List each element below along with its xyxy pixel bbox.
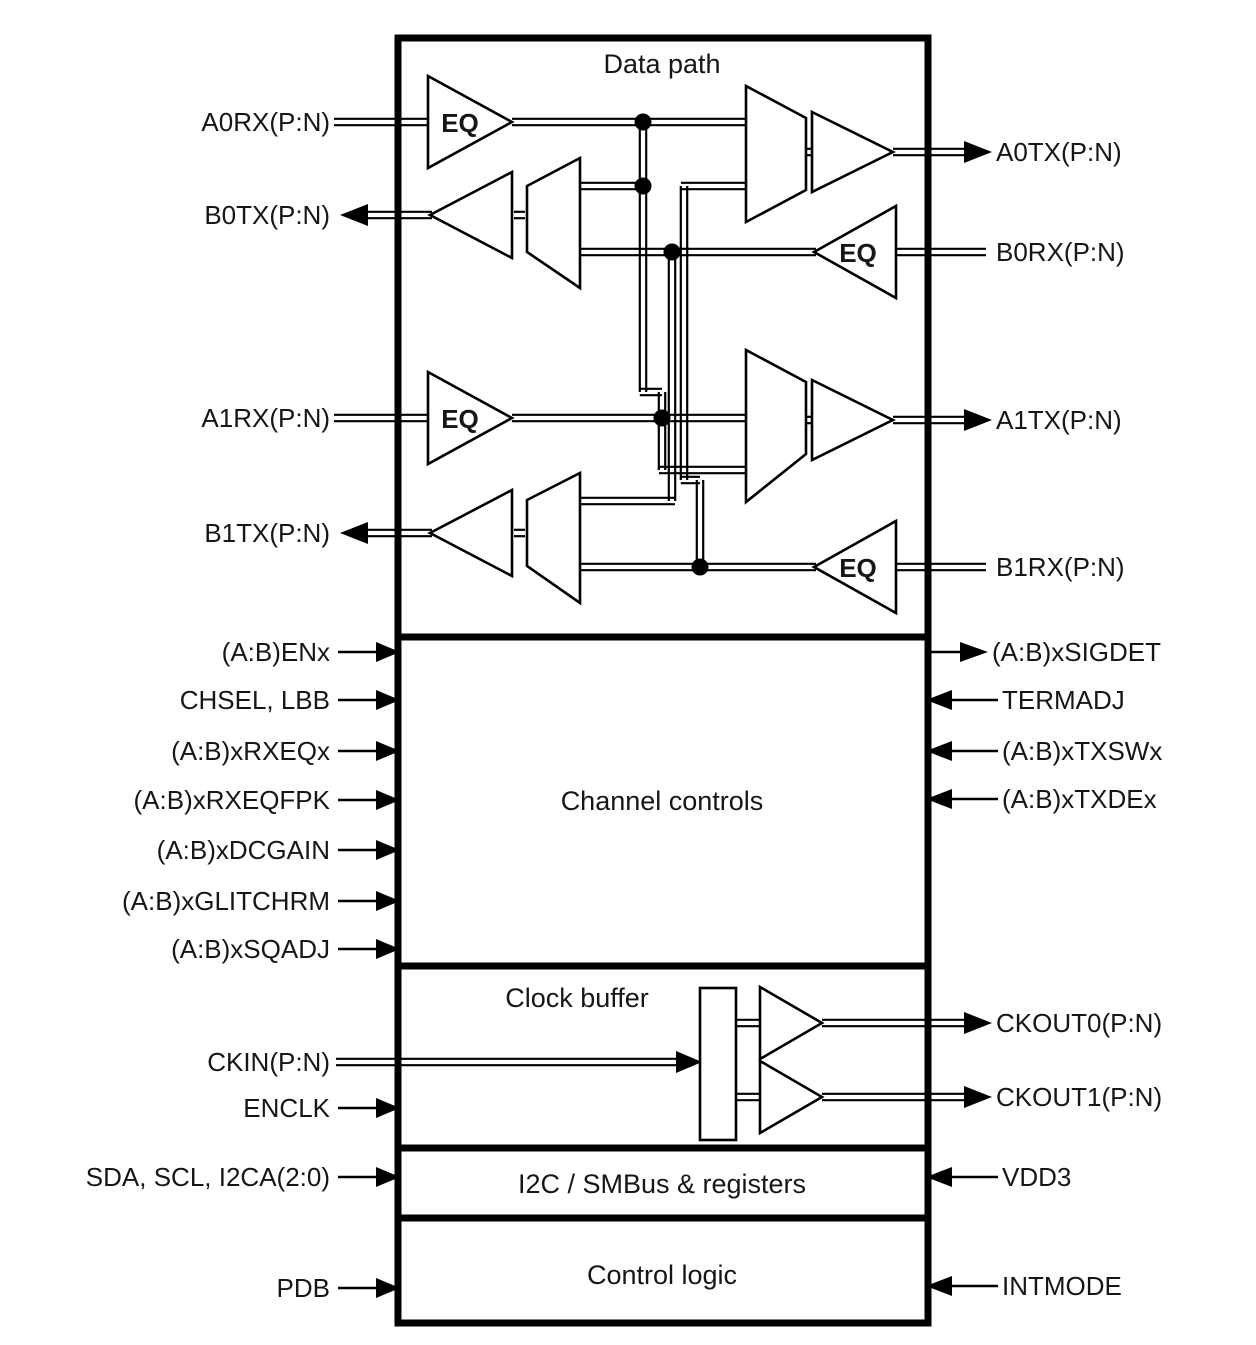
label-b1rx: B1RX(P:N) — [996, 552, 1125, 582]
label-pdb: PDB — [276, 1273, 330, 1303]
mux-b1 — [527, 473, 580, 603]
junction-dot — [664, 244, 681, 261]
label-enx: (A:B)ENx — [221, 637, 330, 667]
label-dcgain: (A:B)xDCGAIN — [156, 835, 330, 865]
label-rxeqfpk: (A:B)xRXEQFPK — [133, 785, 330, 815]
buffer-ckout1 — [760, 1061, 822, 1133]
arrowhead-ckout0 — [964, 1012, 992, 1034]
eq-label-a0: EQ — [441, 108, 479, 138]
arrowhead-b1tx — [340, 522, 368, 544]
clock-buffer-title: Clock buffer — [505, 983, 649, 1013]
arrowhead-ckin — [676, 1051, 702, 1073]
label-ckin: CKIN(P:N) — [207, 1047, 330, 1077]
junction-dot — [635, 178, 652, 195]
label-txswx: (A:B)xTXSWx — [1002, 736, 1163, 766]
clock-fanout-block — [700, 988, 736, 1140]
label-sigdet: (A:B)xSIGDET — [992, 637, 1162, 667]
datapath-wires — [334, 119, 986, 570]
label-b0rx: B0RX(P:N) — [996, 237, 1125, 267]
label-vdd3: VDD3 — [1002, 1162, 1072, 1192]
junction-dot — [654, 410, 671, 427]
label-glitchrm: (A:B)xGLITCHRM — [122, 886, 330, 916]
mux-a1 — [746, 350, 806, 502]
buffer-b0tx — [430, 172, 512, 258]
buffer-a1tx — [812, 380, 893, 460]
arrowhead-b0tx — [340, 204, 368, 226]
eq-label-b0: EQ — [839, 238, 877, 268]
label-sda-scl-i2ca: SDA, SCL, I2CA(2:0) — [85, 1162, 330, 1192]
label-a0tx: A0TX(P:N) — [996, 137, 1122, 167]
junction-dot — [692, 559, 709, 576]
label-b1tx: B1TX(P:N) — [204, 518, 330, 548]
label-chsel-lbb: CHSEL, LBB — [179, 685, 330, 715]
arrowhead-a1tx — [964, 409, 992, 431]
label-b0tx: B0TX(P:N) — [204, 200, 330, 230]
datapath-shapes — [428, 76, 896, 613]
buffer-a0tx — [812, 112, 893, 192]
label-txdex: (A:B)xTXDEx — [1002, 784, 1157, 814]
junction-dot — [635, 114, 652, 131]
label-rxeqx: (A:B)xRXEQx — [171, 736, 330, 766]
datapath-title: Data path — [603, 49, 721, 79]
label-a1tx: A1TX(P:N) — [996, 405, 1122, 435]
label-enclk: ENCLK — [243, 1093, 330, 1123]
control-logic-title: Control logic — [586, 1260, 738, 1290]
label-termadj: TERMADJ — [1002, 685, 1125, 715]
label-ckout0: CKOUT0(P:N) — [996, 1008, 1163, 1038]
i2c-title: I2C / SMBus & registers — [517, 1169, 807, 1199]
arrowhead-ckout1 — [964, 1086, 992, 1108]
arrowhead-sigdet — [960, 642, 988, 662]
label-ckout1: CKOUT1(P:N) — [996, 1082, 1163, 1112]
clock-buffer-internals — [336, 987, 992, 1140]
datapath-arrowheads — [340, 141, 992, 544]
buffer-b1tx — [430, 490, 512, 576]
label-a0rx: A0RX(P:N) — [201, 107, 330, 137]
eq-label-a1: EQ — [441, 404, 479, 434]
right-port-labels — [992, 137, 1162, 1301]
label-a1rx: A1RX(P:N) — [201, 403, 330, 433]
arrowhead-a0tx — [964, 141, 992, 163]
mux-a0 — [746, 86, 806, 222]
label-intmode: INTMODE — [1002, 1271, 1122, 1301]
channel-controls-title: Channel controls — [560, 786, 764, 816]
label-sqadj: (A:B)xSQADJ — [171, 934, 330, 964]
mux-b0 — [527, 158, 580, 288]
left-port-labels — [86, 107, 331, 1303]
buffer-ckout0 — [760, 987, 822, 1059]
eq-label-b1: EQ — [839, 553, 877, 583]
